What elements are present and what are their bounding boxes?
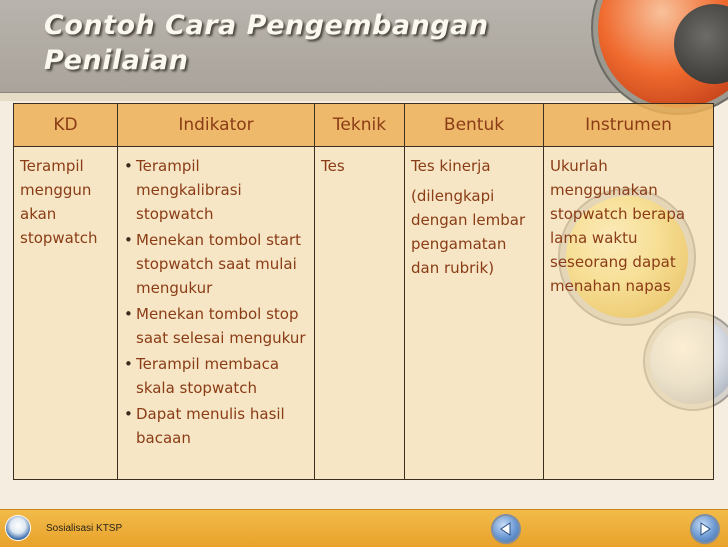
indikator-item: • Terampil membaca skala stopwatch: [124, 352, 308, 400]
slide-title: [44, 8, 489, 78]
footer-bar: [0, 509, 728, 547]
indikator-item: • Menekan tombol start stopwatch saat mulai mengukur: [124, 228, 308, 300]
cell-bentuk: [405, 147, 544, 480]
bentuk-note: (dilengkapi dengan lembar pengamatan dan rubrik): [411, 187, 526, 277]
slide-title-line-2: Penilaian: [44, 45, 189, 76]
table-header-row: [14, 104, 714, 147]
footer-text: Sosialisasi KTSP: [46, 523, 123, 534]
ministry-logo-icon: [6, 516, 30, 540]
indikator-list: [124, 154, 308, 450]
header-indikator: Indikator: [118, 104, 315, 147]
cell-kd: Terampil menggun akan stopwatch: [14, 147, 118, 480]
cell-teknik: Tes: [315, 147, 405, 480]
slide-title-line-1: Contoh Cara Pengembangan: [44, 10, 489, 41]
indikator-item: • Terampil mengkalibrasi stopwatch: [124, 154, 308, 226]
header-teknik: Teknik: [315, 104, 405, 147]
cell-instrumen: Ukurlah menggunakan stopwatch berapa lama waktu seseorang dapat menahan napas: [544, 147, 714, 480]
header-kd: KD: [14, 104, 118, 147]
previous-slide-button[interactable]: [493, 516, 519, 542]
title-divider-band: [0, 92, 728, 101]
header-instrumen: Instrumen: [544, 104, 714, 147]
cell-indikator: [118, 147, 315, 480]
indikator-item: • Dapat menulis hasil bacaan: [124, 402, 308, 450]
assessment-table: [13, 103, 714, 480]
indikator-item: • Menekan tombol stop saat selesai mengukur: [124, 302, 308, 350]
bentuk-type: Tes kinerja: [411, 157, 491, 175]
triangle-left-icon: [500, 522, 512, 536]
next-slide-button[interactable]: [692, 516, 718, 542]
header-bentuk: Bentuk: [405, 104, 544, 147]
table-row: [14, 147, 714, 480]
triangle-right-icon: [699, 522, 711, 536]
